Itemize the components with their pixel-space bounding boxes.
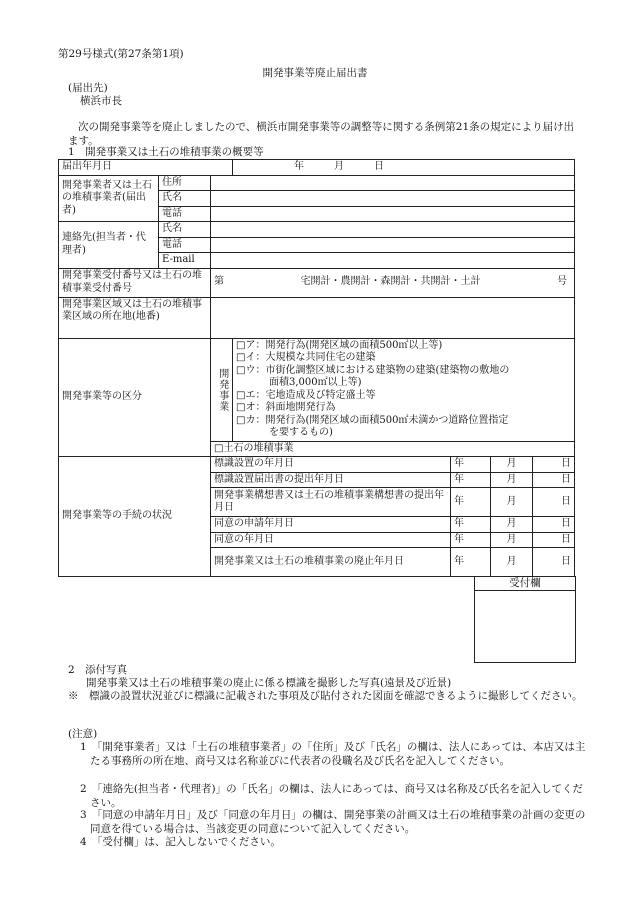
procedure-label: 開発事業等の手続の状況	[59, 457, 211, 577]
category-options	[233, 338, 575, 441]
contact-phone-label: 電話	[159, 237, 211, 253]
form-number: 第29号様式(第27条第1項)	[58, 48, 184, 60]
reg-suffix: 号	[557, 276, 567, 288]
proc-month-0[interactable]: 月	[491, 457, 533, 473]
recipient-name: 横浜市長	[80, 95, 122, 107]
option-ka-continuation: を要するもの)	[269, 427, 333, 438]
procedure-label-1: 標識設置届出書の提出年月日	[211, 472, 451, 488]
proc-month-2[interactable]: 月	[491, 488, 533, 517]
proc-month-5[interactable]: 月	[491, 548, 533, 577]
proc-day-4[interactable]: 日	[533, 532, 575, 548]
section-2-heading: 2 添付写真	[68, 664, 128, 676]
form-title: 開発事業等廃止届出書	[262, 67, 368, 79]
proc-month-3[interactable]: 月	[491, 517, 533, 533]
registration-number-label: 開発事業受付番号又は土石の堆積事業受付番号	[59, 268, 211, 297]
filing-date-label: 届出年月日	[59, 160, 233, 176]
name-field[interactable]	[211, 191, 575, 207]
note-2: 2 「連絡先(担当者・代理者)」の「氏名」の欄は、法人にあっては、商号又は名称及び氏名を記入してください。	[80, 783, 584, 809]
phone-field[interactable]	[211, 206, 575, 222]
proc-month-1[interactable]: 月	[491, 472, 533, 488]
section-1-heading: 1 開発事業又は土石の堆積事業の概要等	[68, 146, 264, 158]
contact-email-field[interactable]	[211, 253, 575, 269]
proc-year-2[interactable]: 年	[451, 488, 491, 517]
reg-prefix: 第	[214, 276, 224, 288]
soil-option[interactable]: □土石の堆積事業	[211, 441, 575, 457]
option-e[interactable]: □エ：宅地造成及び特定盛土等	[236, 389, 376, 401]
proc-day-1[interactable]: 日	[533, 472, 575, 488]
receipt-label: 受付欄	[475, 576, 575, 591]
proc-year-5[interactable]: 年	[451, 548, 491, 577]
contact-name-field[interactable]	[211, 222, 575, 238]
proc-day-5[interactable]: 日	[533, 548, 575, 577]
applicant-label: 開発事業者又は土石の堆積事業者(届出者)	[59, 175, 159, 222]
reg-types: 宅開計・農開計・森開計・共開計・土計	[300, 276, 481, 288]
proc-year-3[interactable]: 年	[451, 517, 491, 533]
filing-date-field[interactable]: 年 月 日	[233, 160, 575, 176]
registration-number-field[interactable]	[211, 268, 575, 297]
area-field[interactable]	[211, 297, 575, 338]
option-i[interactable]: □イ：大規模な共同住宅の建築	[236, 352, 376, 363]
proc-day-3[interactable]: 日	[533, 517, 575, 533]
option-u[interactable]: □ウ：市街化調整区域における建築物の建築(建築物の敷地の	[236, 364, 510, 376]
proc-year-1[interactable]: 年	[451, 472, 491, 488]
contact-phone-field[interactable]	[211, 237, 575, 253]
address-field[interactable]	[211, 175, 575, 191]
contact-email-label: E-mail	[159, 253, 211, 269]
receipt-box	[474, 576, 576, 663]
procedure-label-0: 標識設置の年月日	[211, 457, 451, 473]
proc-month-4[interactable]: 月	[491, 532, 533, 548]
procedure-label-5: 開発事業又は土石の堆積事業の廃止年月日	[211, 548, 451, 577]
procedure-label-2: 開発事業構想書又は土石の堆積事業構想書の提出年月日	[211, 488, 451, 517]
procedure-label-3: 同意の申請年月日	[211, 517, 451, 533]
proc-year-4[interactable]: 年	[451, 532, 491, 548]
address-label: 住所	[159, 175, 211, 191]
dev-vertical-cell	[211, 338, 233, 441]
overview-table	[58, 159, 575, 577]
note-3: 3 「同意の申請年月日」及び「同意の年月日」の欄は、開発事業の計画又は土石の堆積事業の計画の変更の同意を得ている場合は、当該変更の同意について記入してください。	[80, 809, 586, 835]
proc-year-0[interactable]: 年	[451, 457, 491, 473]
category-label: 開発事業等の区分	[59, 338, 211, 457]
recipient-label: (届出先)	[68, 82, 108, 94]
intro-text: 次の開発事業等を廃止しましたので、横浜市開発事業等の調整等に関する条例第21条の規定により届け出ます。	[68, 121, 575, 147]
phone-label: 電話	[159, 206, 211, 222]
name-label: 氏名	[159, 191, 211, 207]
note-1: 1 「開発事業者」又は「土石の堆積事業者」の「住所」及び「氏名」の欄は、法人にあっては、本店又は主たる事務所の所在地、商号又は名称並びに代表者の役職名及び氏名を記入してください。	[80, 741, 586, 767]
photo-description: 開発事業又は土石の堆積事業の廃止に係る標識を撮影した写真(遠景及び近景)	[86, 677, 452, 689]
option-u-continuation: 面積3,000㎡以上等)	[269, 377, 362, 388]
option-o[interactable]: □オ：斜面地開発行為	[236, 402, 336, 413]
option-a[interactable]: □ア：開発行為(開発区域の面積500㎡以上等)	[236, 339, 443, 351]
proc-day-2[interactable]: 日	[533, 488, 575, 517]
contact-name-label: 氏名	[159, 222, 211, 238]
note-4: 4 「受付欄」は、記入しないでください。	[80, 836, 281, 848]
procedure-label-4: 同意の年月日	[211, 532, 451, 548]
contact-label: 連絡先(担当者・代理者)	[59, 222, 159, 269]
option-ka[interactable]: □カ：開発行為(開発区域の面積500㎡未満かつ道路位置指定	[236, 414, 509, 426]
dev-vertical-label: 開発事業	[216, 367, 228, 412]
area-label: 開発事業区域又は土石の堆積事業区域の所在地(地番)	[59, 297, 211, 338]
notes-heading: (注意)	[68, 728, 98, 740]
proc-day-0[interactable]: 日	[533, 457, 575, 473]
asterisk-note: ※ 標識の設置状況並びに標識に記載された事項及び貼付された図面を確認できるように撮影してください。	[68, 690, 583, 702]
